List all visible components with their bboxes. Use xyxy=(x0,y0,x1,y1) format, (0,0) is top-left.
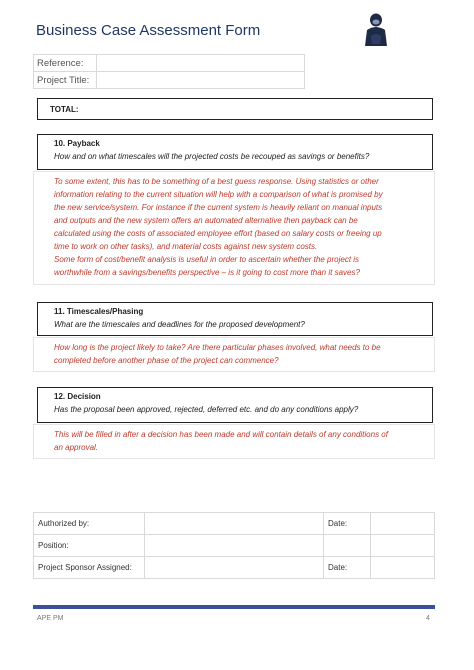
answer-line: an approval. xyxy=(54,443,99,452)
answer-line: the new service/system. For instance if the current system is heavily reliant on manual inputs xyxy=(54,203,383,212)
gorilla-logo-icon xyxy=(362,12,390,46)
section-question: How and on what timescales will the projected costs be recouped as savings or benefits? xyxy=(54,152,370,161)
page-title: Business Case Assessment Form xyxy=(36,22,261,39)
date-label: Date: xyxy=(324,513,371,535)
answer-line: information relating to the current situation will help with a comparison of what is promised by xyxy=(54,190,383,199)
answer-line: How long is the project likely to take? Are there particular phases involved, what needs to be xyxy=(54,343,381,352)
footer-brand: APE PM xyxy=(37,615,64,622)
sponsor-label: Project Sponsor Assigned: xyxy=(34,557,145,579)
answer-line: This will be filled in after a decision has been made and will contain details of any conditions of xyxy=(54,430,388,439)
authorized-by-label: Authorized by: xyxy=(34,513,145,535)
reference-label: Reference: xyxy=(34,55,97,72)
total-box xyxy=(37,98,433,120)
reference-field[interactable] xyxy=(97,55,305,72)
page-number: 4 xyxy=(426,615,430,622)
empty-label xyxy=(324,535,371,557)
project-title-label: Project Title: xyxy=(34,72,97,89)
reference-table xyxy=(33,54,305,89)
answer-line: To some extent, this has to be something of a best guess response. Using statistics or other xyxy=(54,177,379,186)
payback-answer-box[interactable] xyxy=(33,171,435,285)
section-question: Has the proposal been approved, rejected, deferred etc. and do any conditions apply? xyxy=(54,405,359,414)
section-title: 12. Decision xyxy=(54,392,101,401)
signoff-table xyxy=(33,512,435,579)
answer-line: time to work on other tasks), and material costs against new system costs. xyxy=(54,242,318,251)
section-title: 11. Timescales/Phasing xyxy=(54,307,144,316)
decision-answer-box[interactable] xyxy=(33,424,435,459)
total-label: TOTAL: xyxy=(50,105,79,114)
section-question: What are the timescales and deadlines for the proposed development? xyxy=(54,320,305,329)
timescales-question-box xyxy=(37,302,433,336)
answer-line: worthwhile from a savings/benefits perspective – is it going to cost more than it saves? xyxy=(54,268,360,277)
answer-line: calculated using the costs of associated employee effort (based on salary costs or freeing up xyxy=(54,229,382,238)
answer-line: Some form of cost/benefit analysis is useful in order to ascertain whether the project is xyxy=(54,255,360,264)
empty-field[interactable] xyxy=(371,535,435,557)
footer-bar xyxy=(33,605,435,609)
payback-question-box xyxy=(37,134,433,170)
date-field[interactable] xyxy=(371,557,435,579)
project-title-field[interactable] xyxy=(97,72,305,89)
position-label: Position: xyxy=(34,535,145,557)
position-field[interactable] xyxy=(145,535,324,557)
date-label: Date: xyxy=(324,557,371,579)
answer-line: completed before another phase of the project can commence? xyxy=(54,356,279,365)
authorized-by-field[interactable] xyxy=(145,513,324,535)
sponsor-field[interactable] xyxy=(145,557,324,579)
section-title: 10. Payback xyxy=(54,139,100,148)
date-field[interactable] xyxy=(371,513,435,535)
decision-question-box xyxy=(37,387,433,423)
answer-line: and outputs and the new system offers an automated alternative then payback can be xyxy=(54,216,358,225)
timescales-answer-box[interactable] xyxy=(33,337,435,372)
